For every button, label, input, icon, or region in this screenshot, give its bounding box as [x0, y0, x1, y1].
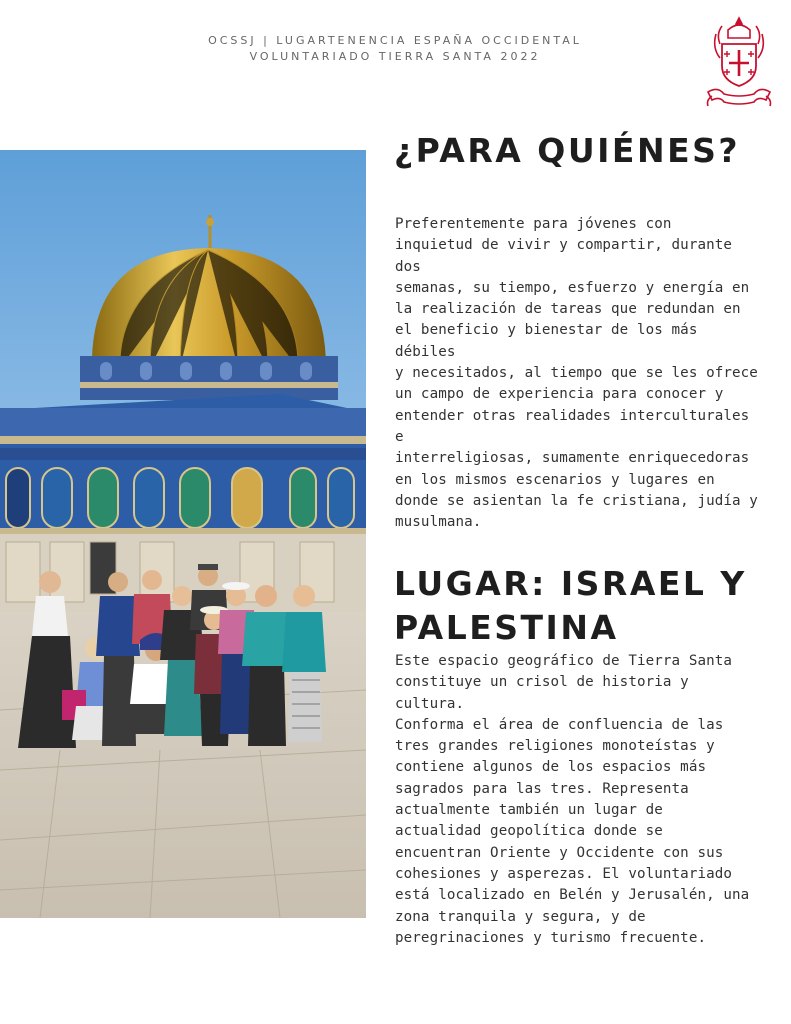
- section-title-para-quienes: ¿PARA QUIÉNES?: [394, 131, 741, 170]
- section-body-para-quienes: Preferentemente para jóvenes con inquietud de vivir y compartir, durante dos semanas, su tiempo, esfuerzo y energía en la realización de tareas que redundan en el beneficio y bienestar de los más débiles y necesitados, al tiempo que se les ofrece un campo de experiencia para conocer y entender otras realidades interculturales e interreligiosas, sumamente enriquecedoras en los mismos escenarios y lugares en donde se asientan la fe cristiana, judía y musulmana.: [395, 216, 758, 531]
- crest-icon: [704, 16, 774, 110]
- section-body-lugar: Este espacio geográfico de Tierra Santa constituye un crisol de historia y cultura. Conforma el área de confluencia de las tres grandes religiones monoteístas y contiene algunos de los espacios más sagrados para las tres. Representa actualmente también un lugar de actualidad geopolítica donde se encuentran Oriente y Occidente con sus cohesiones y asperezas. El voluntariado está localizado en Belén y Jerusalén, una zona tranquila y segura, y de peregrinaciones y turismo frecuente.: [395, 653, 750, 946]
- section-title-lugar: LUGAR: ISRAEL Y PALESTINA: [394, 564, 747, 647]
- group-photo: [0, 150, 366, 918]
- header-line-1: OCSSJ | LUGARTENENCIA ESPAÑA OCCIDENTAL: [208, 34, 582, 47]
- page-header: [160, 33, 630, 65]
- header-line-2: VOLUNTARIADO TIERRA SANTA 2022: [249, 50, 541, 63]
